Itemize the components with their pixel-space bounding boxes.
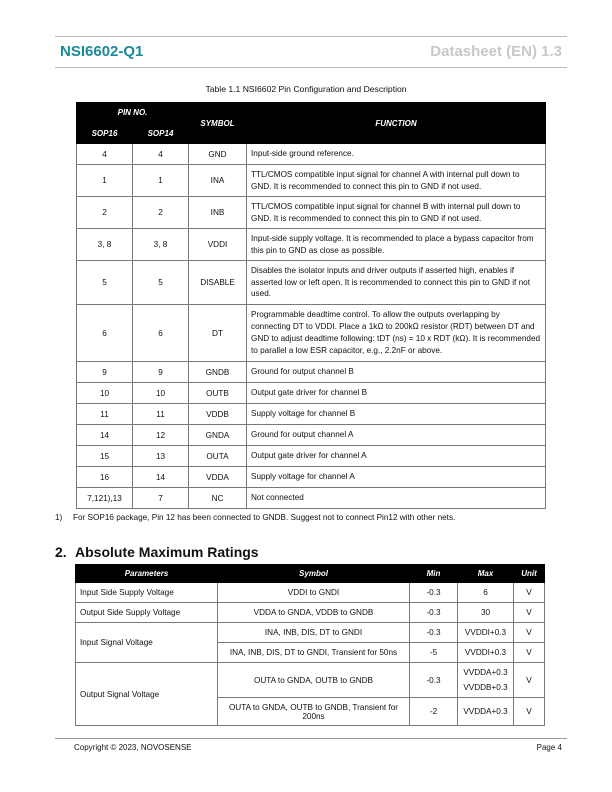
product-name: NSI6602-Q1 xyxy=(60,43,144,60)
table-row: 7,121),13 7 NC Not connected xyxy=(77,488,546,509)
table-row: 10 10 OUTB Output gate driver for channel B xyxy=(77,383,546,404)
table-row: INA, INB, DIS, DT to GNDI, Transient for 50ns -5 VVDDI+0.3 V xyxy=(76,643,545,663)
table-row: 1 1 INA TTL/CMOS compatible input signal for channel A with internal pull down to GND. It is recommended to connect this pin to GND if not used. xyxy=(77,165,546,197)
footnote-text: For SOP16 package, Pin 12 has been connected to GNDB. Suggest not to connect Pin12 with other nets. xyxy=(73,513,456,522)
table-row: 4 4 GND Input-side ground reference. xyxy=(77,144,546,165)
table-row: Input Side Supply Voltage VDDI to GNDI -0.3 6 V xyxy=(76,583,545,603)
section-heading xyxy=(55,544,259,560)
copyright: Copyright © 2023, NOVOSENSE xyxy=(74,743,192,752)
footnote xyxy=(55,513,455,522)
table-row: Output Signal Voltage OUTA to GNDA, OUTB to GNDB -0.3 VVDDA+0.3 VVDDB+0.3 V xyxy=(76,663,545,698)
header-sop14: SOP14 xyxy=(133,123,189,144)
table-row: 14 12 GNDA Ground for output channel A xyxy=(77,425,546,446)
header-unit: Unit xyxy=(514,565,545,583)
page-header xyxy=(55,36,567,68)
table-row: 11 11 VDDB Supply voltage for channel B xyxy=(77,404,546,425)
table-row: 6 6 DT Programmable deadtime control. To allow the outputs overlapping by connecting DT to VDDI. Place a 1kΩ to 200kΩ resistor (RDT) between DT and GND to adjust deadtime following: tDT (ns) = 10 x RDT (kΩ). It is recommended to parallel a low ESR capacitor, e.g., 2.2nF or above. xyxy=(77,305,546,362)
absolute-maximum-ratings-table xyxy=(75,564,545,726)
header-symbol: SYMBOL xyxy=(189,103,247,144)
footnote-marker: 1) xyxy=(55,513,63,522)
table-row: 5 5 DISABLE Disables the isolator inputs and driver outputs if asserted high, enables if asserted low or left open. It is recommended to connect this pin to GND if not used. xyxy=(77,261,546,305)
section-title: Absolute Maximum Ratings xyxy=(75,544,259,560)
section-number: 2. xyxy=(55,544,67,560)
header-sop16: SOP16 xyxy=(77,123,133,144)
header-min: Min xyxy=(410,565,458,583)
table-row: 15 13 OUTA Output gate driver for channel A xyxy=(77,446,546,467)
pin-configuration-table xyxy=(76,102,546,509)
header-pin-no: PIN NO. xyxy=(77,103,189,123)
table-caption: Table 1.1 NSI6602 Pin Configuration and Description xyxy=(205,84,407,94)
table-row: 3, 8 3, 8 VDDI Input-side supply voltage. It is recommended to place a bypass capacitor from this pin to GND as close as possible. xyxy=(77,229,546,261)
table-row: OUTA to GNDA, OUTB to GNDB, Transient for 200ns -2 VVDDA+0.3 V xyxy=(76,698,545,726)
table-row: Input Signal Voltage INA, INB, DIS, DT to GNDI -0.3 VVDDI+0.3 V xyxy=(76,623,545,643)
table-row: Output Side Supply Voltage VDDA to GNDA, VDDB to GNDB -0.3 30 V xyxy=(76,603,545,623)
header-max: Max xyxy=(458,565,514,583)
table-row: 2 2 INB TTL/CMOS compatible input signal for channel B with internal pull down to GND. It is recommended to connect this pin to GND if not used. xyxy=(77,197,546,229)
header-symbol: Symbol xyxy=(218,565,410,583)
document-title: Datasheet (EN) 1.3 xyxy=(430,43,562,60)
table-row: 16 14 VDDA Supply voltage for channel A xyxy=(77,467,546,488)
header-parameters: Parameters xyxy=(76,565,218,583)
header-function: FUNCTION xyxy=(247,103,546,144)
table-row: 9 9 GNDB Ground for output channel B xyxy=(77,362,546,383)
page-number: Page 4 xyxy=(536,743,562,752)
footer-divider xyxy=(55,738,567,739)
